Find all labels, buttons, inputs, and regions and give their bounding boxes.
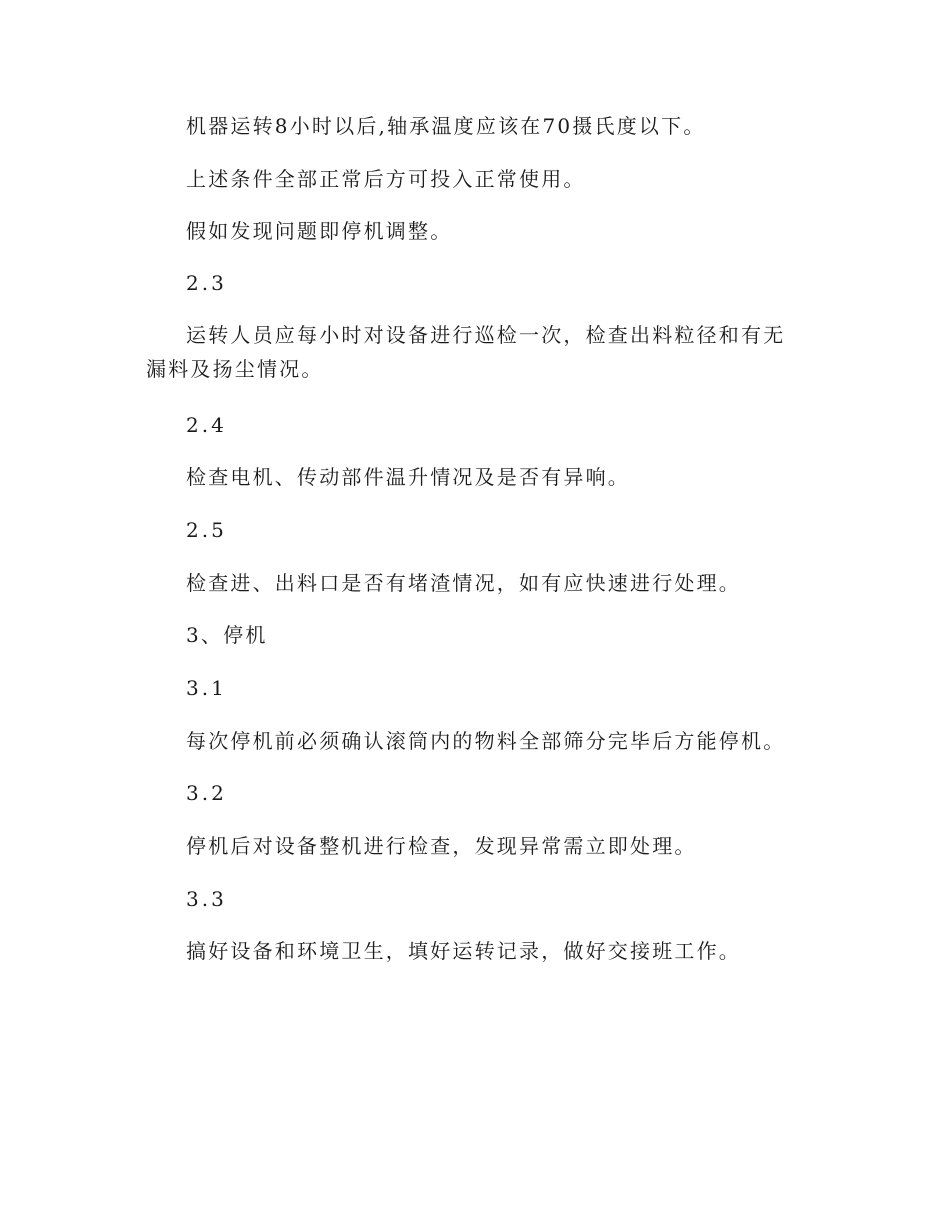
paragraph-hourly-inspection: 运转人员应每小时对设备进行巡检一次，检查出料粒径和有无漏料及扬尘情况。 <box>146 323 786 381</box>
section-number-2-4: 2.4 <box>186 413 227 437</box>
paragraph-motor-check: 检查电机、传动部件温升情况及是否有异响。 <box>186 465 630 489</box>
paragraph-bearing-temperature: 机器运转8小时以后,轴承温度应该在70摄氏度以下。 <box>186 114 706 138</box>
paragraph-port-blockage: 检查进、出料口是否有堵渣情况，如有应快速进行处理。 <box>186 571 741 595</box>
section-heading-shutdown: 3、停机 <box>186 623 268 647</box>
paragraph-hygiene-handover: 搞好设备和环境卫生，填好运转记录，做好交接班工作。 <box>186 939 741 963</box>
section-number-2-5: 2.5 <box>186 518 227 542</box>
paragraph-normal-use: 上述条件全部正常后方可投入正常使用。 <box>186 167 586 191</box>
paragraph-confirm-screening: 每次停机前必须确认滚筒内的物料全部筛分完毕后方能停机。 <box>186 729 786 753</box>
section-number-3-1: 3.1 <box>186 676 227 700</box>
paragraph-post-stop-check: 停机后对设备整机进行检查，发现异常需立即处理。 <box>186 834 697 858</box>
section-number-3-3: 3.3 <box>186 887 227 911</box>
section-number-2-3: 2.3 <box>186 271 227 295</box>
paragraph-stop-adjust: 假如发现问题即停机调整。 <box>186 219 453 243</box>
section-number-3-2: 3.2 <box>186 781 227 805</box>
